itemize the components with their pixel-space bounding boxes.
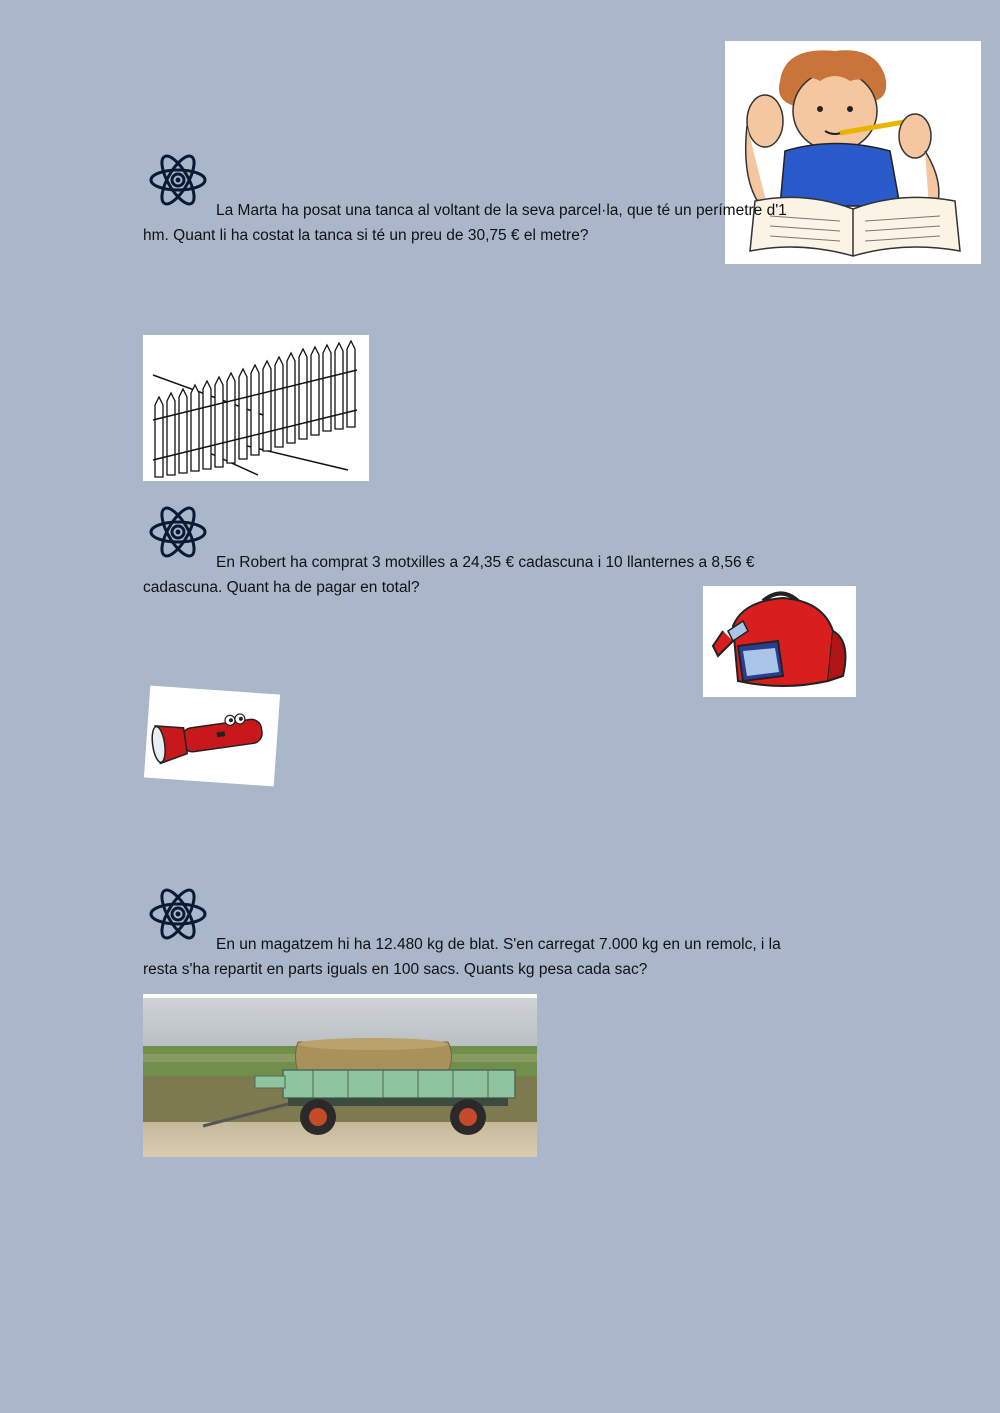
problem-1-text xyxy=(143,198,843,248)
hay-trailer-photo xyxy=(143,994,537,1157)
flashlight-illustration xyxy=(144,686,280,787)
problem-1-line-1: La Marta ha posat una tanca al voltant de la seva parcel·la, que té un perímetre d'1 xyxy=(216,202,787,219)
problem-3-line-1: En un magatzem hi ha 12.480 kg de blat. S'en carregat 7.000 kg en un remolc, i la xyxy=(216,936,781,953)
fence-illustration xyxy=(143,335,369,481)
problem-2-line-2: cadascuna. Quant ha de pagar en total? xyxy=(143,579,420,596)
problem-3-text xyxy=(143,932,843,982)
backpack-illustration xyxy=(703,586,856,697)
problem-3-line-2: resta s'ha repartit en parts iguals en 100 sacs. Quants kg pesa cada sac? xyxy=(143,961,648,978)
problem-2-line-1: En Robert ha comprat 3 motxilles a 24,35 € cadascuna i 10 llanternes a 8,56 € xyxy=(216,554,755,571)
problem-1-line-2: hm. Quant li ha costat la tanca si té un preu de 30,75 € el metre? xyxy=(143,227,589,244)
